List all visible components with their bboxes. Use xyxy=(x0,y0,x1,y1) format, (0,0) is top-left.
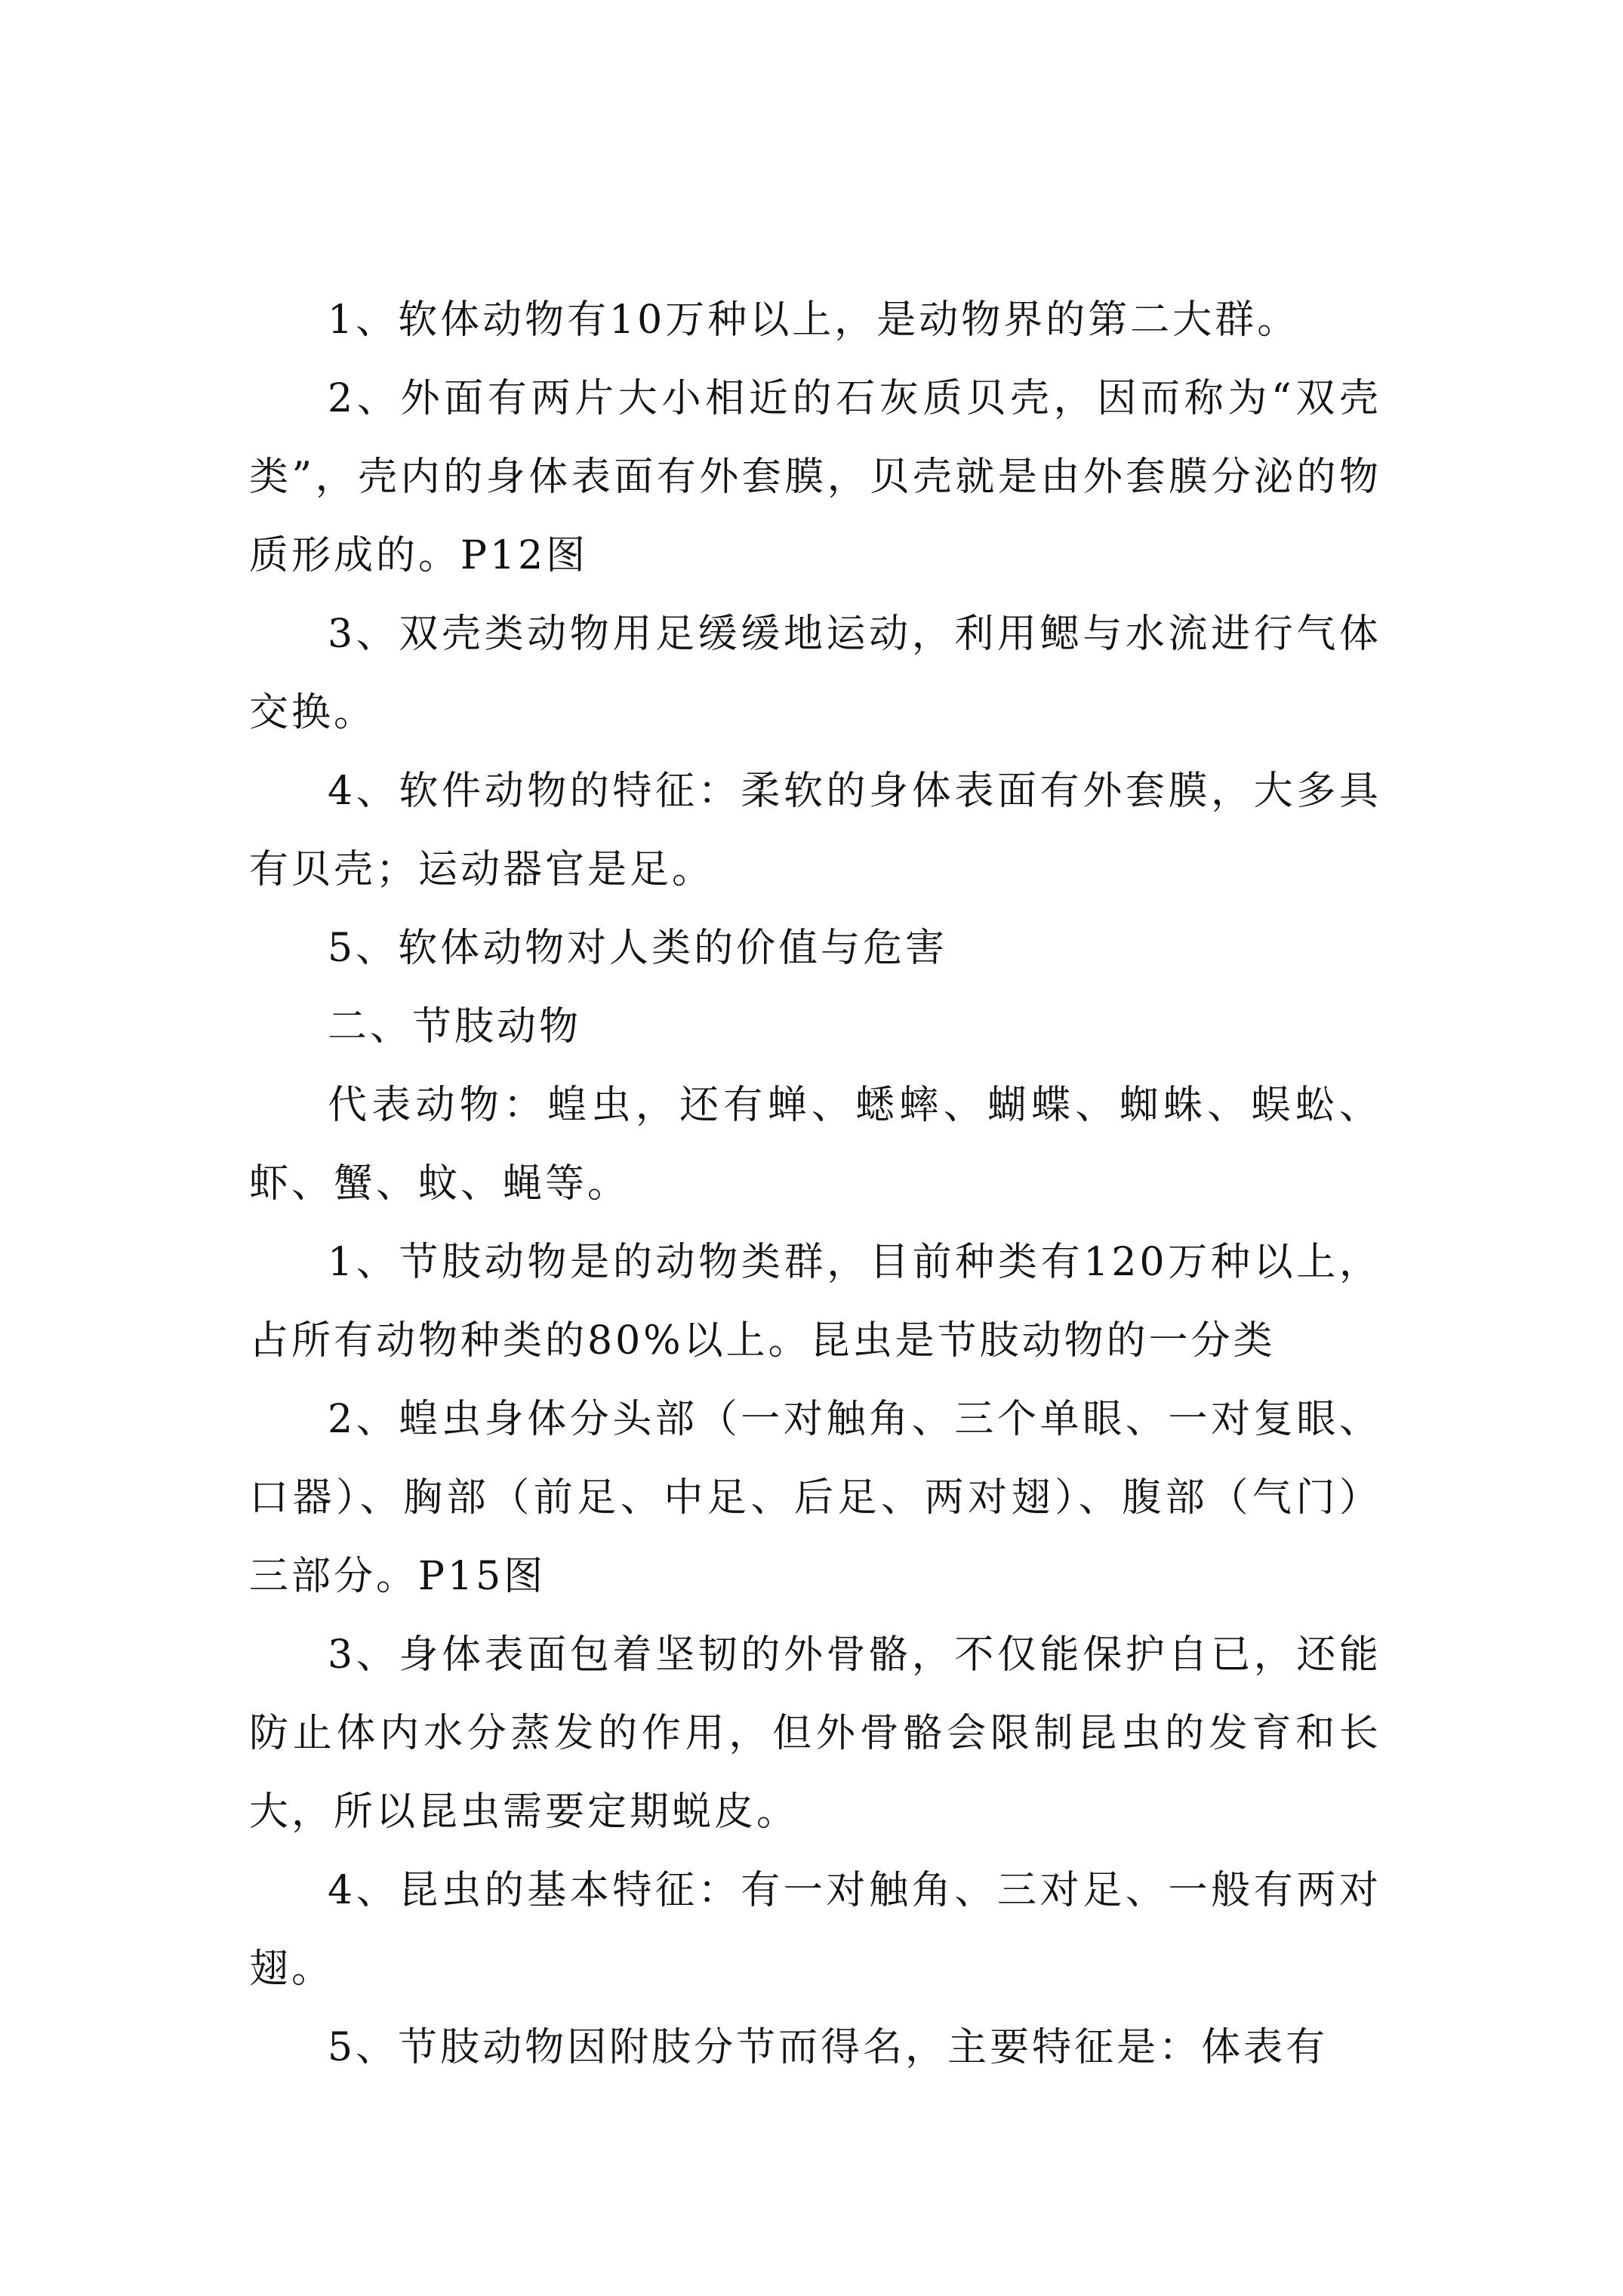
paragraph-bivalve-movement: 3、双壳类动物用足缓缓地运动，利用鳃与水流进行气体交换。 xyxy=(249,612,1381,735)
paragraph-arthropod-species: 1、节肢动物是的动物类群，目前种类有120万种以上，占所有动物种类的80%以上。昆虫是节肢动物的一分类 xyxy=(249,1240,1381,1364)
paragraph-insect-features: 4、昆虫的基本特征：有一对触角、三对足、一般有两对翅。 xyxy=(249,1868,1381,1992)
paragraph-locust-body: 2、蝗虫身体分头部（一对触角、三个单眼、一对复眼、口器）、胸部（前足、中足、后足、两对翅）、腹部（气门）三部分。P15图 xyxy=(249,1397,1381,1599)
paragraph-representative-animals: 代表动物：蝗虫，还有蝉、蟋蟀、蝴蝶、蜘蛛、蜈蚣、虾、蟹、蚊、蝇等。 xyxy=(249,1083,1381,1207)
paragraph-exoskeleton: 3、身体表面包着坚韧的外骨骼，不仅能保护自已，还能防止体内水分蒸发的作用，但外骨骼会限制昆虫的发育和长大，所以昆虫需要定期蜕皮。 xyxy=(249,1632,1381,1835)
paragraph-arthropod-name: 5、节肢动物因附肢分节而得名，主要特征是：体表有 xyxy=(328,2025,1329,2070)
paragraph-mollusk-features: 4、软件动物的特征：柔软的身体表面有外套膜，大多具有贝壳；运动器官是足。 xyxy=(249,769,1381,892)
paragraph-mollusk-value: 5、软体动物对人类的价值与危害 xyxy=(328,926,948,971)
section-heading-arthropods: 二、节肢动物 xyxy=(328,1004,582,1049)
paragraph-bivalve-shell: 2、外面有两片大小相近的石灰质贝壳，因而称为“双壳类”，壳内的身体表面有外套膜，贝壳就是由外套膜分泌的物质形成的。P12图 xyxy=(249,376,1381,578)
document-body xyxy=(249,281,1381,2087)
paragraph-mollusk-species: 1、软体动物有10万种以上，是动物界的第二大群。 xyxy=(328,297,1300,343)
